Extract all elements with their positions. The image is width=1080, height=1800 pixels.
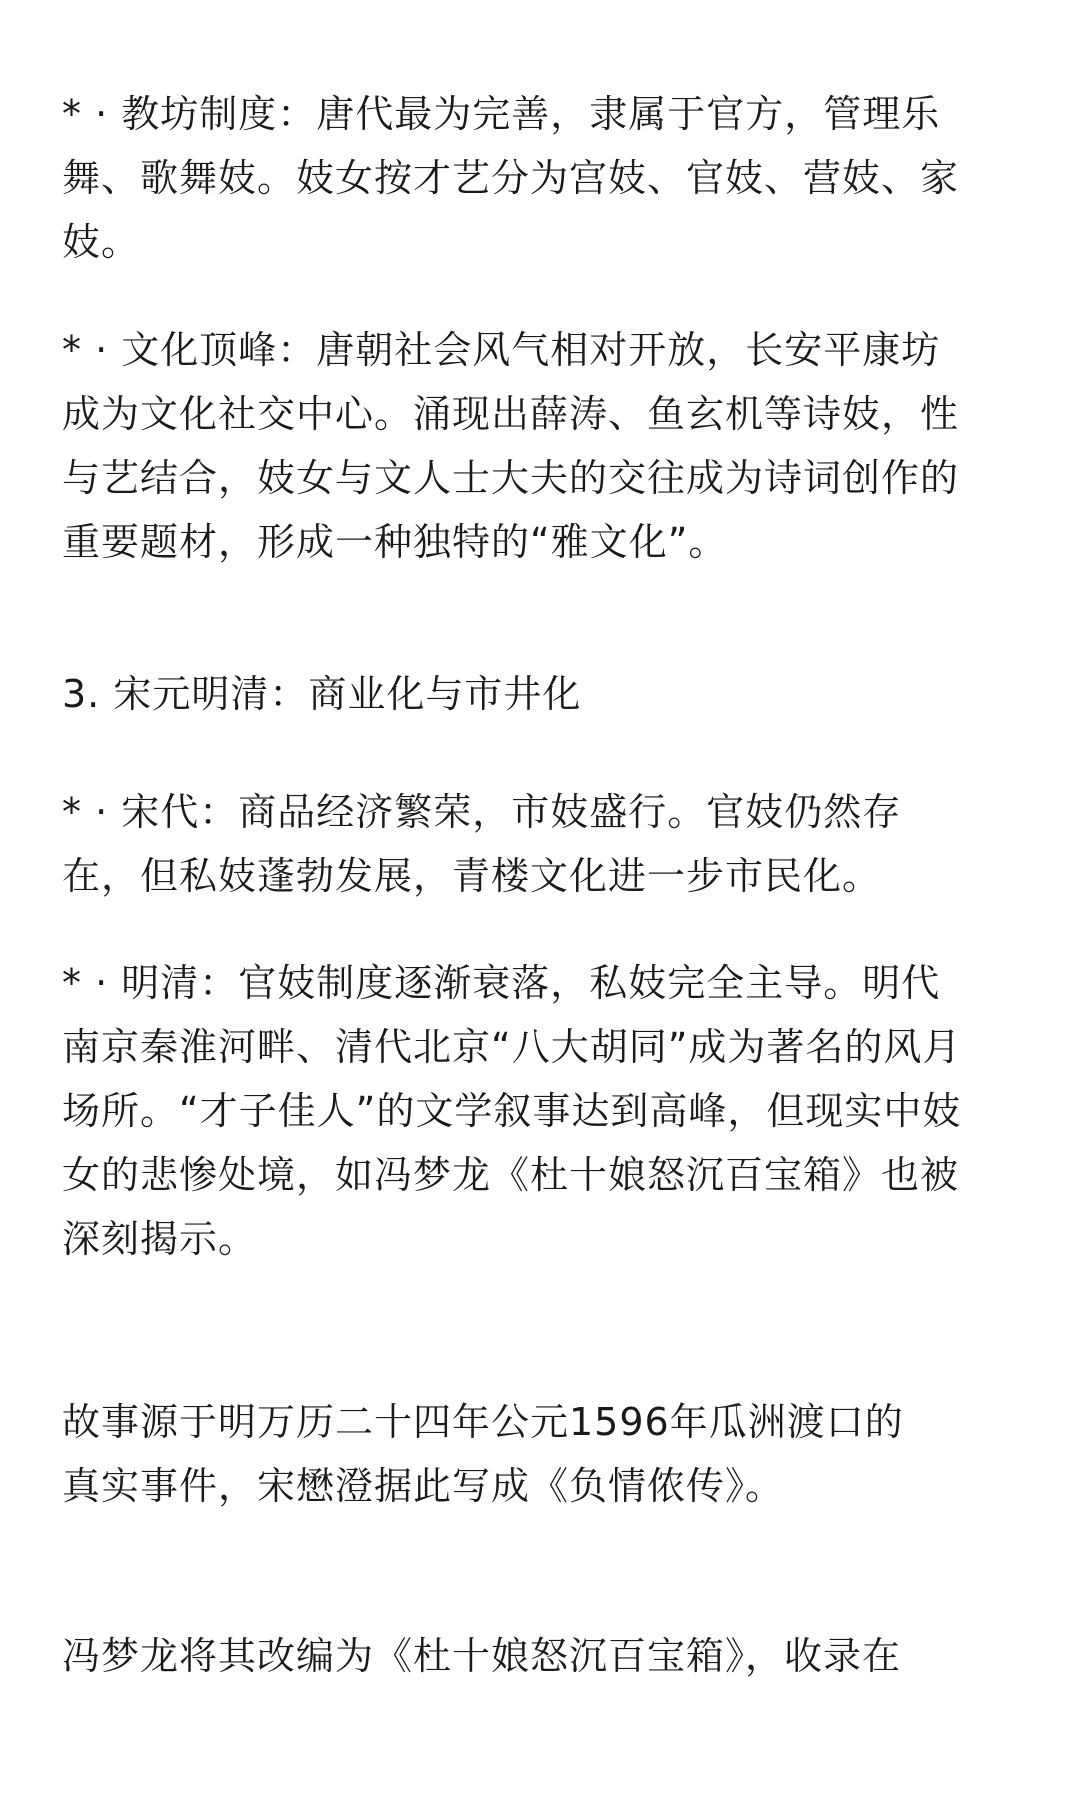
section-heading bbox=[62, 662, 1022, 726]
paragraph-song-dynasty bbox=[62, 780, 1022, 908]
text-line: * · 教坊制度：唐代最为完善，隶属于官方，管理乐 bbox=[62, 92, 941, 136]
text-line: 冯梦龙将其改编为《杜十娘怒沉百宝箱》，收录在 bbox=[62, 1634, 902, 1678]
text-line: 舞、歌舞妓。妓女按才艺分为宫妓、官妓、营妓、家 bbox=[62, 156, 960, 200]
paragraph-cultural-peak bbox=[62, 318, 1022, 574]
paragraph-ming-qing bbox=[62, 951, 1022, 1271]
paragraph-adaptation bbox=[62, 1624, 1022, 1688]
text-line: * · 文化顶峰：唐朝社会风气相对开放，长安平康坊 bbox=[62, 328, 941, 372]
text-line: 重要题材，形成一种独特的“雅文化”。 bbox=[62, 520, 728, 564]
text-line: 南京秦淮河畔、清代北京“八大胡同”成为著名的风月 bbox=[62, 1025, 962, 1069]
text-line: 成为文化社交中心。涌现出薛涛、鱼玄机等诗妓，性 bbox=[62, 392, 960, 436]
text-line: 女的悲惨处境，如冯梦龙《杜十娘怒沉百宝箱》也被 bbox=[62, 1153, 960, 1197]
text-line: 在，但私妓蓬勃发展，青楼文化进一步市民化。 bbox=[62, 854, 882, 898]
text-line: 与艺结合，妓女与文人士大夫的交往成为诗词创作的 bbox=[62, 456, 960, 500]
text-line: 真实事件，宋懋澄据此写成《负情侬传》。 bbox=[62, 1464, 785, 1508]
text-line: 故事源于明万历二十四年公元1596年瓜洲渡口的 bbox=[62, 1400, 904, 1444]
text-line: * · 明清：官妓制度逐渐衰落，私妓完全主导。明代 bbox=[62, 961, 941, 1005]
text-line: 妓。 bbox=[62, 220, 141, 264]
text-line: 深刻揭示。 bbox=[62, 1217, 258, 1261]
paragraph-story-origin bbox=[62, 1390, 1022, 1518]
text-line: 场所。“才子佳人”的文学叙事达到高峰，但现实中妓 bbox=[62, 1089, 962, 1133]
text-line: * · 宋代：商品经济繁荣，市妓盛行。官妓仍然存 bbox=[62, 790, 902, 834]
heading-text: 3. 宋元明清：商业化与市井化 bbox=[62, 672, 582, 716]
paragraph-jiaofang-system bbox=[62, 82, 1022, 274]
